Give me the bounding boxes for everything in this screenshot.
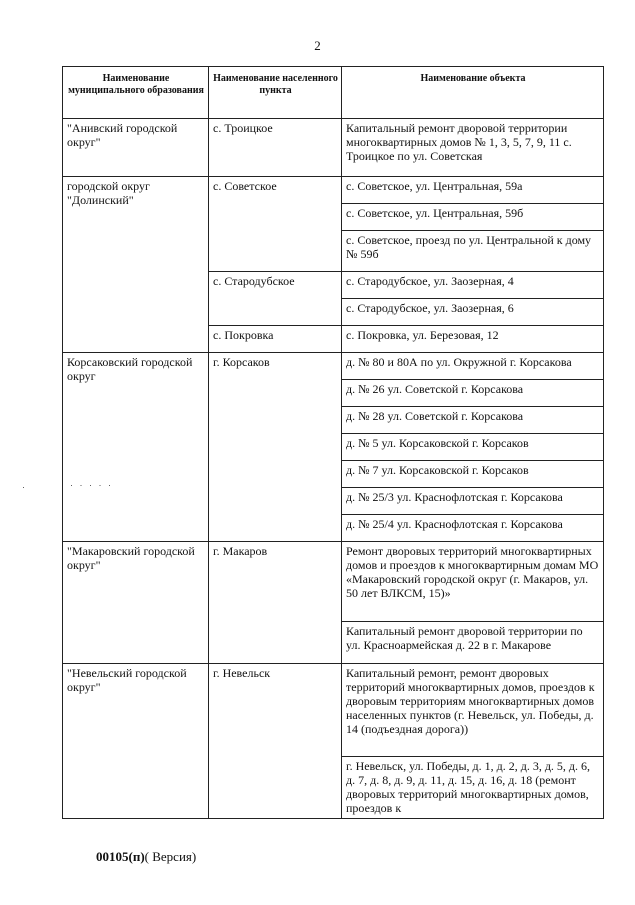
object-cell: с. Советское, проезд по ул. Центральной к дому № 59б [342,231,604,272]
object-cell: г. Невельск, ул. Победы, д. 1, д. 2, д. 3, д. 5, д. 6, д. 7, д. 8, д. 9, д. 11, д. 15, д. 16, д. 18 (ремонт дворовых территорий многоквартирных домов, проездов к [342,757,604,819]
municipality-cell: "Анивский городской округ" [63,119,209,177]
scan-speck: · · · · · [70,480,113,490]
settlement-cell: г. Невельск [209,664,342,819]
table-row [63,177,604,204]
object-cell: с. Покровка, ул. Березовая, 12 [342,326,604,353]
settlement-cell: г. Корсаков [209,353,342,542]
document-version: ( Версия) [144,849,197,864]
settlement-cell: с. Советское [209,177,342,272]
object-cell: д. № 25/4 ул. Краснофлотская г. Корсакова [342,515,604,542]
object-cell: Капитальный ремонт дворовой территории по ул. Красноармейская д. 22 в г. Макарове [342,622,604,664]
header-settlement: Наименование населенного пункта [209,67,342,119]
settlement-cell: с. Троицкое [209,119,342,177]
header-object: Наименование объекта [342,67,604,119]
object-cell: с. Стародубское, ул. Заозерная, 4 [342,272,604,299]
settlement-cell: с. Покровка [209,326,342,353]
municipality-cell: "Невельский городской округ" [63,664,209,819]
scan-speck: · [22,482,25,492]
header-municipality: Наименование муниципального образования [63,67,209,119]
settlement-cell: с. Стародубское [209,272,342,326]
object-cell: с. Стародубское, ул. Заозерная, 6 [342,299,604,326]
municipality-cell: "Макаровский городской округ" [63,542,209,664]
municipality-cell: Корсаковский городской округ [63,353,209,542]
document-code: 00105(п) [96,849,145,864]
object-cell: с. Советское, ул. Центральная, 59а [342,177,604,204]
table-row [63,353,604,380]
municipality-cell: городской округ "Долинский" [63,177,209,353]
object-cell: д. № 5 ул. Корсаковской г. Корсаков [342,434,604,461]
objects-table [62,66,604,819]
object-cell: д. № 28 ул. Советской г. Корсакова [342,407,604,434]
object-cell: д. № 80 и 80А по ул. Окружной г. Корсакова [342,353,604,380]
object-cell: д. № 7 ул. Корсаковской г. Корсаков [342,461,604,488]
object-cell: Ремонт дворовых территорий многоквартирных домов и проездов к многоквартирным домам МО «Макаровский городской округ (г. Макаров, ул. 50 лет ВЛКСМ, 15)» [342,542,604,622]
settlement-cell: г. Макаров [209,542,342,664]
table-row [63,542,604,622]
object-cell: д. № 25/3 ул. Краснофлотская г. Корсакова [342,488,604,515]
page-number: 2 [314,38,321,53]
object-cell: Капитальный ремонт дворовой территории многоквартирных домов № 1, 3, 5, 7, 9, 11 с. Троицкое по ул. Советская [342,119,604,177]
document-footer [96,849,196,865]
table-row [63,664,604,757]
object-cell: Капитальный ремонт, ремонт дворовых территорий многоквартирных домов, проездов к дворовым территориям многоквартирных домов населенных пунктов (г. Невельск, ул. Победы, д. 14 (подъездная дорога)) [342,664,604,757]
object-cell: д. № 26 ул. Советской г. Корсакова [342,380,604,407]
object-cell: с. Советское, ул. Центральная, 59б [342,204,604,231]
table-header-row [63,67,604,119]
table-row [63,119,604,177]
